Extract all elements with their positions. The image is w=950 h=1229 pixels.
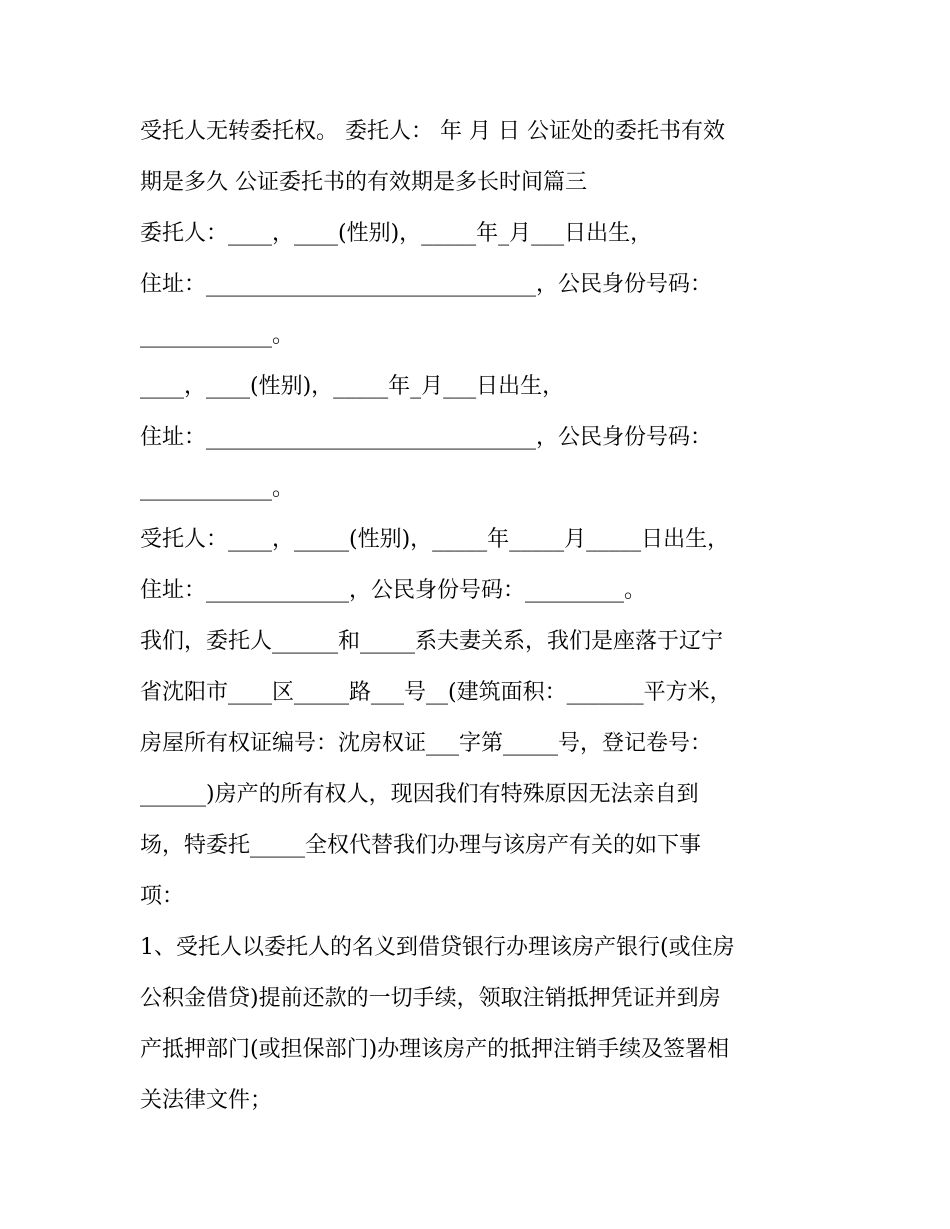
text-line: ______)房产的所有权人，现因我们有特殊原因无法亲自到 bbox=[140, 782, 699, 807]
text-line: 受托人：____，_____(性别)，_____年_____月_____日出生， bbox=[140, 527, 730, 552]
text-line: ____，____(性别)，_____年_月___日出生， bbox=[140, 374, 565, 399]
text-line: 1、受托人以委托人的名义到借贷银行办理该房产银行(或住房 bbox=[140, 935, 735, 960]
text-line: ____________。 bbox=[140, 476, 295, 501]
text-line: 住址：_____________，公民身份号码：_________。 bbox=[140, 578, 647, 603]
text-line: 房屋所有权证编号：沈房权证___字第_____号，登记卷号： bbox=[140, 731, 713, 756]
text-line: 产抵押部门(或担保部门)办理该房产的抵押注销手续及签署相 bbox=[140, 1037, 730, 1062]
text-line: 期是多久 公证委托书的有效期是多长时间篇三 bbox=[140, 170, 587, 195]
text-line: 住址：______________________________，公民身份号码： bbox=[140, 425, 713, 450]
text-line: 委托人：____，____(性别)，_____年_月___日出生， bbox=[140, 221, 653, 246]
document-body bbox=[140, 106, 810, 1126]
text-line: 关法律文件； bbox=[140, 1088, 273, 1113]
text-line: 受托人无转委托权。 委托人： 年 月 日 公证处的委托书有效 bbox=[140, 119, 725, 144]
text-line: 公积金借贷)提前还款的一切手续，领取注销抵押凭证并到房 bbox=[140, 986, 721, 1011]
text-line: 场，特委托_____全权代替我们办理与该房产有关的如下事 bbox=[140, 833, 702, 858]
text-line: 住址：______________________________，公民身份号码： bbox=[140, 272, 713, 297]
text-line: ____________。 bbox=[140, 323, 295, 348]
text-line: 我们，委托人______和_____系夫妻关系，我们是座落于辽宁 bbox=[140, 629, 724, 654]
text-line: 项： bbox=[140, 884, 185, 909]
text-line: 省沈阳市____区_____路___号__(建筑面积：_______平方米， bbox=[140, 680, 732, 705]
